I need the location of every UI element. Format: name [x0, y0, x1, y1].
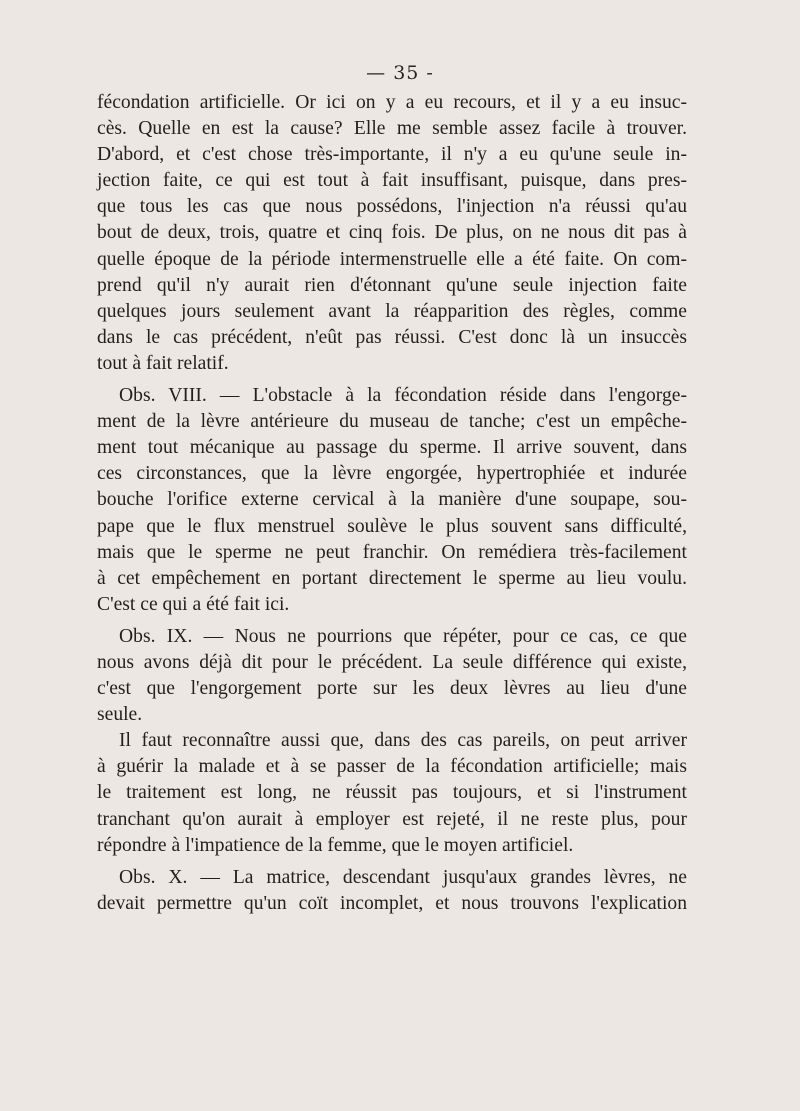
- text-line: Il faut reconnaître aussi que, dans des cas pareils, on peut arriver: [119, 730, 687, 752]
- text-line: Obs. VIII. — L'obstacle à la fécondation réside dans l'engorge-: [119, 385, 687, 407]
- paragraph-1: [97, 90, 687, 377]
- text-line: à cet empêchement en portant directement le sperme au lieu voulu.: [97, 567, 687, 589]
- paragraph-obs-x: [97, 865, 687, 917]
- page-number: — 35 -: [366, 62, 434, 84]
- text-line: cès. Quelle en est la cause? Elle me semble assez facile à trouver.: [97, 118, 687, 140]
- text-line: tranchant qu'on aurait à employer est rejeté, il ne reste plus, pour: [97, 808, 687, 830]
- text-line: quelle époque de la période intermenstruelle elle a été faite. On com-: [97, 248, 687, 270]
- text-line: prend qu'il n'y aurait rien d'étonnant qu'une seule injection faite: [97, 274, 687, 296]
- text-line: fécondation artificielle. Or ici on y a eu recours, et il y a eu insuc-: [97, 92, 687, 113]
- text-line: c'est que l'engorgement porte sur les deux lèvres au lieu d'une: [97, 678, 687, 700]
- paragraph-obs-ix: [97, 624, 687, 728]
- text-line: bouche l'orifice externe cervical à la manière d'une soupape, sou-: [97, 489, 687, 511]
- text-line: devait permettre qu'un coït incomplet, et nous trouvons l'explication: [97, 892, 687, 914]
- text-line: tout à fait relatif.: [97, 352, 229, 374]
- text-line: D'abord, et c'est chose très-importante, il n'y a eu qu'une seule in-: [97, 144, 687, 166]
- text-line: répondre à l'impatience de la femme, que le moyen artificiel.: [97, 834, 574, 856]
- paragraph-obs-viii: [97, 383, 687, 618]
- text-line: Obs. X. — La matrice, descendant jusqu'aux grandes lèvres, ne: [119, 866, 687, 888]
- text-line: pape que le flux menstruel soulève le plus souvent sans difficulté,: [97, 515, 687, 537]
- text-line: bout de deux, trois, quatre et cinq fois. De plus, on ne nous dit pas à: [97, 222, 687, 244]
- paragraph-4: [97, 728, 687, 858]
- text-line: C'est ce qui a été fait ici.: [97, 593, 290, 615]
- text-line: ment tout mécanique au passage du sperme. Il arrive souvent, dans: [97, 437, 687, 459]
- text-line: Obs. IX. — Nous ne pourrions que répéter, pour ce cas, ce que: [119, 625, 687, 647]
- text-line: dans le cas précédent, n'eût pas réussi. C'est donc là un insuccès: [97, 326, 687, 348]
- text-line: ment de la lèvre antérieure du museau de tanche; c'est un empêche-: [97, 411, 687, 433]
- text-line: le traitement est long, ne réussit pas toujours, et si l'instrument: [97, 782, 687, 804]
- text-line: ces circonstances, que la lèvre engorgée, hypertrophiée et indurée: [97, 463, 687, 485]
- text-line: nous avons déjà dit pour le précédent. La seule différence qui existe,: [97, 651, 687, 673]
- text-line: seule.: [97, 704, 143, 726]
- text-line: quelques jours seulement avant la réapparition des règles, comme: [97, 300, 687, 322]
- text-line: que tous les cas que nous possédons, l'injection n'a réussi qu'au: [97, 196, 687, 218]
- text-line: à guérir la malade et à se passer de la fécondation artificielle; mais: [97, 756, 687, 778]
- text-line: jection faite, ce qui est tout à fait insuffisant, puisque, dans pres-: [97, 170, 687, 192]
- text-line: mais que le sperme ne peut franchir. On remédiera très-facilement: [97, 541, 687, 563]
- body-text: [97, 90, 687, 917]
